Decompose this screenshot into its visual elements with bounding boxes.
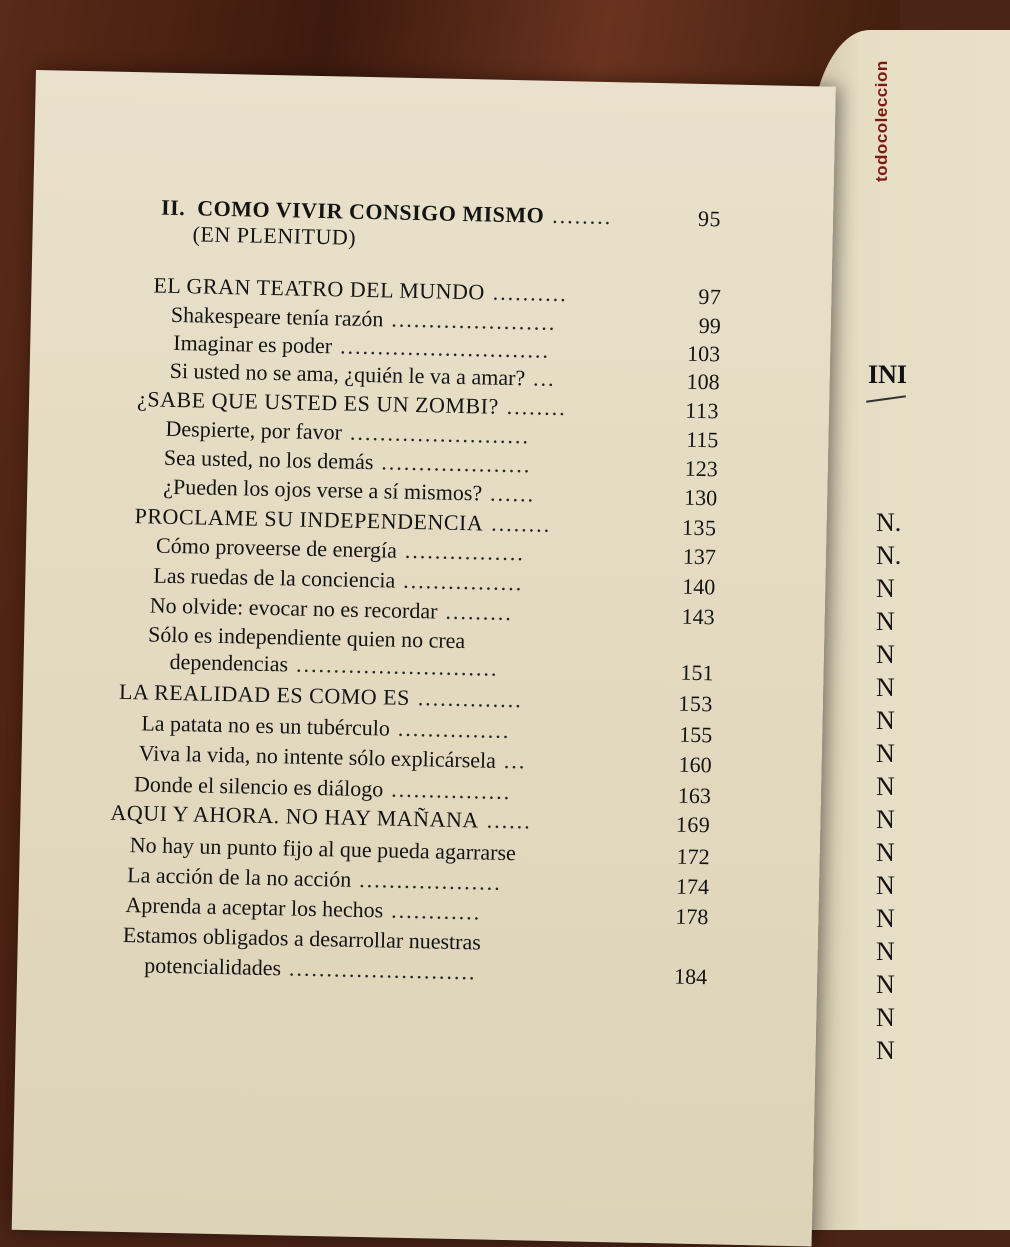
facing-page-letter: N — [876, 673, 895, 702]
toc-entry-title: Aprenda a aceptar los hechos — [125, 892, 384, 923]
toc-entry-page-number: 103 — [686, 340, 721, 367]
facing-page-letter: N — [876, 706, 895, 735]
toc-entry-page-number: 172 — [676, 843, 710, 870]
toc-entry-page-number — [678, 653, 714, 654]
leader-dots: ........ — [490, 510, 552, 537]
leader-dots: ...... — [486, 807, 533, 834]
toc-entry-page-number: 97 — [698, 283, 722, 310]
toc-entry-title: No hay un punto fijo al que pueda agarrarse — [129, 832, 517, 866]
toc-entry-title: dependencias — [169, 648, 289, 677]
facing-page-letter: N — [876, 574, 895, 603]
toc-entry-title: Cómo proveerse de energía — [155, 532, 398, 563]
toc-entry-page-number — [672, 954, 708, 955]
toc-entry-title: Viva la vida, no intente sólo explicársela — [138, 740, 497, 773]
facing-page-heading: INI — [868, 360, 908, 389]
toc-entry-title: Si usted no se ama, ¿quién le va a amar? — [169, 357, 526, 391]
toc-entry-title: PROCLAME SU INDEPENDENCIA — [134, 503, 484, 536]
toc-entry-title: Imaginar es poder — [173, 329, 333, 359]
toc-entry-page-number: 137 — [682, 543, 717, 570]
leader-dots: ... — [503, 747, 527, 774]
facing-page-letter: N — [876, 640, 895, 669]
part-numeral: II. — [160, 194, 186, 221]
leader-dots: ... — [532, 365, 556, 391]
leader-dots: ........ — [552, 202, 613, 230]
toc-entry-title: AQUI Y AHORA. NO HAY MAÑANA — [110, 799, 480, 833]
toc-entry-title: No olvide: evocar no es recordar — [149, 592, 438, 624]
toc-entry-title: potencialidades — [144, 952, 282, 981]
toc-entry-title: EL GRAN TEATRO DEL MUNDO — [153, 272, 486, 305]
toc-entry-title: Estamos obligados a desarrollar nuestras — [122, 922, 482, 955]
facing-page-letter: N — [876, 838, 895, 867]
toc-entry-page-number: 160 — [678, 751, 712, 778]
leader-dots: ................... — [359, 866, 503, 895]
toc-entry-page-number: 143 — [681, 603, 715, 630]
leader-dots: ......................... — [288, 955, 477, 985]
leader-dots: ...... — [489, 480, 536, 507]
toc-entry-title: LA REALIDAD ES COMO ES — [118, 678, 411, 710]
leader-dots — [489, 950, 664, 954]
toc-entry-page-number: 115 — [685, 426, 719, 453]
toc-entry-page-number: 123 — [684, 455, 719, 482]
toc-entry-page-number: 178 — [675, 903, 709, 930]
toc-entry-page-number: 174 — [675, 873, 710, 900]
toc-entry-title: Despierte, por favor — [165, 415, 343, 445]
leader-dots: .............. — [417, 685, 524, 713]
leader-dots: ........................ — [349, 419, 531, 449]
facing-page-letter: N — [876, 805, 895, 834]
leader-dots: ................ — [404, 537, 526, 566]
facing-page-letter: N — [876, 871, 895, 900]
toc-entry-page-number: 135 — [681, 514, 717, 541]
toc-entry-page-number: 130 — [683, 484, 718, 511]
toc-entry-page-number: 140 — [682, 573, 716, 600]
part-title: COMO VIVIR CONSIGO MISMO — [197, 195, 545, 228]
facing-page-letter: N — [876, 937, 895, 966]
toc-entry-title: Donde el silencio es diálogo — [133, 771, 384, 802]
part-subtitle: (EN PLENITUD) — [192, 221, 357, 250]
facing-page-letter: N. — [876, 541, 902, 570]
leader-dots — [524, 860, 666, 863]
leader-dots: ............................ — [339, 333, 551, 363]
toc-entry-page-number: 155 — [678, 721, 713, 748]
facing-page-letter: N — [876, 772, 895, 801]
toc-entry-title: Las ruedas de la conciencia — [153, 562, 396, 593]
leader-dots — [473, 648, 670, 652]
facing-page-letter: N — [876, 904, 895, 933]
toc-entry-page-number: 184 — [673, 963, 708, 990]
toc-entry-page-number: 108 — [686, 368, 720, 395]
facing-page-letter: N — [876, 970, 895, 999]
leader-dots: ............ — [391, 897, 482, 925]
toc-entry-page-number: 169 — [675, 811, 711, 838]
facing-page-letter: N — [876, 739, 895, 768]
toc-entry-title: La patata no es un tubérculo — [141, 710, 391, 741]
facing-page-letter: N — [876, 607, 895, 636]
leader-dots: ........ — [506, 393, 568, 421]
leader-dots: .................... — [381, 449, 532, 478]
toc-entry-title: La acción de la no acción — [126, 862, 352, 892]
leader-dots: ......... — [445, 598, 514, 626]
book-page — [12, 70, 836, 1246]
facing-page-letter: N — [876, 1003, 895, 1032]
leader-dots: ................ — [403, 567, 524, 596]
toc-entry-title: Sólo es independiente quien no crea — [147, 621, 466, 654]
leader-dots: ............... — [397, 715, 511, 744]
toc-entry-title: Shakespeare tenía razón — [170, 301, 384, 332]
leader-dots: ...................... — [391, 306, 557, 335]
toc-entry-page-number: 99 — [698, 312, 722, 339]
watermark-logo: todocoleccion — [872, 60, 891, 182]
toc-entry-page-number: 153 — [678, 690, 714, 717]
leader-dots: ........................... — [295, 651, 499, 681]
facing-page-letter: N — [876, 1036, 895, 1065]
toc-entry-page-number: 113 — [685, 397, 720, 424]
leader-dots: ................ — [391, 776, 512, 805]
part-page-number: 95 — [697, 205, 722, 232]
facing-page-letter: N. — [876, 508, 902, 537]
facing-page — [810, 30, 1010, 1230]
toc-entry-page-number: 151 — [680, 659, 714, 686]
toc-entry-page-number: 163 — [677, 782, 712, 809]
leader-dots: .......... — [492, 279, 569, 307]
toc-entry-title: Sea usted, no los demás — [163, 444, 374, 475]
toc-entry-title: ¿Pueden los ojos verse a sí mismos? — [163, 473, 483, 506]
toc-entry-title: ¿SABE QUE USTED ES UN ZOMBI? — [136, 386, 500, 419]
